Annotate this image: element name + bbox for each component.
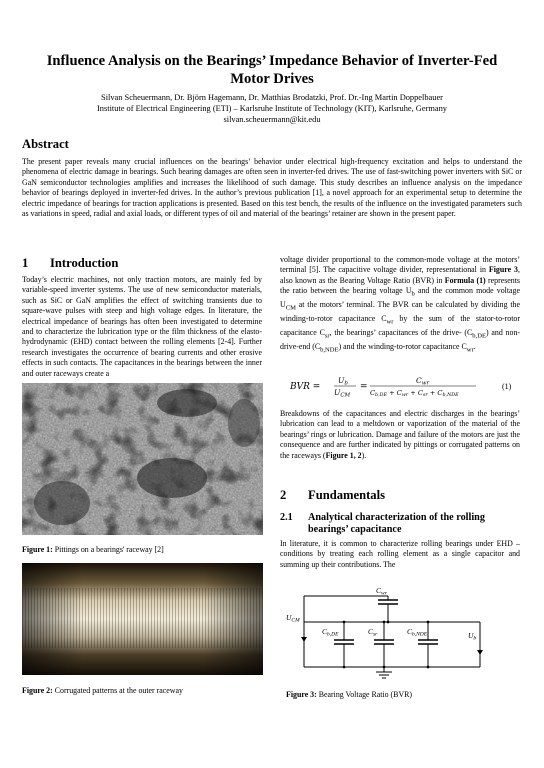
figure-3-circuit <box>280 582 520 682</box>
pitting-photo <box>22 383 263 535</box>
figure-3-caption <box>286 690 412 699</box>
subscript: wr <box>386 318 394 326</box>
figure-ref: Figure 1, 2 <box>325 450 362 460</box>
ucm-label: $U_{CM}$ <box>286 613 300 624</box>
formula-number: (1) <box>502 382 512 391</box>
author-block <box>30 92 514 125</box>
subscript: b,NDE <box>320 346 339 354</box>
text: at the motors’ terminal. The BVR can be calculated by dividing the winding-to-rotor capacitance C <box>280 300 520 324</box>
subscript: b,DE <box>472 332 486 340</box>
abstract-heading: Abstract <box>22 137 69 151</box>
text: and the common mode voltage U <box>280 286 520 310</box>
subscript: CM <box>285 304 296 312</box>
figure-label: Figure 3: <box>286 690 317 699</box>
text: , the bearings’ capacitances of the drive- (C <box>329 328 473 338</box>
cwr-label: $C_{wr}$ <box>376 586 387 597</box>
text: . <box>473 342 476 352</box>
svg-text:Cb,DE + Cwr + Csr + Cb,NDE: Cb,DE + Cwr + Csr + Cb,NDE <box>370 389 459 398</box>
abstract-text: The present paper reveals many crucial influences on the bearings’ behavior under electrical high-frequency excitation and helps to understand the phenomena of electric damage in bearings. Such bearing damages are often seen in inverter-fed drives. The use of fast-switching power inverters with SiC or GaN semiconductor technologies amplifies and increases the likelihood of such damage. This study describes an influence analysis on the impedance behavior of bearings deployed in inverter-fed drives. In the author’s previous publication [1], a novel approach for an experimental setup to determine the electric impedance of bearings for traction applications is presented. Based on this test bench, the results of the influence on the investigated parameters such as variations in speed, radial and axial loads, or different types of oil and material of the bearings’ retainer are shown in the present paper. <box>22 157 522 219</box>
text: ) and non-drive-end (C <box>280 328 521 352</box>
text: by the sum of the stator-to-rotor capacitance C <box>280 314 520 338</box>
figure-ref: Figure 3 <box>488 265 519 275</box>
subsection-number: 2.1 <box>280 512 293 523</box>
author-list: Silvan Scheuermann, Dr. Björn Hagemann, Dr. Matthias Brodatzki, Prof. Dr.-Ing Martin Doppelbauer <box>101 93 443 102</box>
figure-label: Figure 2: <box>22 686 53 695</box>
caption-text: Pittings on a bearings' raceway [2] <box>54 545 164 554</box>
introduction-text: Today’s electric machines, not only traction motors, are mainly fed by variable-speed inverter systems. The use of new semiconductor materials, such as SiC or GaN amplifies the effect of switching transients due to square-wave pulses with steep and high voltage edges. In literature, the electrical impedance of bearings has often been investigated to determine and to characterize the lubrication type or the film thickness of the elasto-hydrodynamic (EHD) contact between the rolling elements [2-4]. Further research investigates the occurrence of bearing currents and other erosive effects in such contacts. The capacitances in the bearings between the inner and outer raceways create a <box>22 275 262 378</box>
text: ) and the winding-to-rotor capacitance C <box>338 342 467 352</box>
csr-label: $C_{sr}$ <box>368 627 378 638</box>
bvr-circuit-diagram <box>280 582 520 682</box>
email: silvan.scheuermann@kit.edu <box>223 115 321 124</box>
formula-1 <box>290 374 520 398</box>
ub-label: $U_b$ <box>468 631 477 642</box>
section-number: 1 <box>22 256 29 270</box>
subscript: b <box>411 290 415 298</box>
section-heading-introduction <box>22 256 118 271</box>
text: ). <box>361 450 367 460</box>
text: represents the ratio between the bearing voltage U <box>280 275 520 296</box>
figure-1-image <box>22 383 263 535</box>
figure-label: Figure 1: <box>22 545 53 554</box>
caption-text: Bearing Voltage Ratio (BVR) <box>318 690 413 699</box>
caption-text: Corrugated patterns at the outer raceway <box>54 686 183 695</box>
section-number: 2 <box>280 488 287 502</box>
affiliation: Institute of Electrical Engineering (ETI) – Karlsruhe Institute of Technology (KIT), Karlsruhe, Germany <box>97 104 447 113</box>
svg-text:BVR =: BVR = <box>290 382 321 392</box>
svg-text:=: = <box>360 382 368 392</box>
subsection-2-1-text: In literature, it is common to characterize rolling bearings under EHD – conditions by treating each rolling element as a single capacitor and summing up their contributions. The <box>280 539 520 569</box>
subscript: wr <box>466 346 474 354</box>
figure-2-image <box>22 563 263 675</box>
section-heading-fundamentals <box>280 488 385 503</box>
text: Breakdowns of the capacitances and electric discharges in the bearings’ lubrication can lead to a meltdown or vaporization of the material of the bearings’ rings or lubrication. Damage and failure of the motors are just the consequence and are further indicated by pittings or corrugated patterns on the raceways ( <box>280 409 520 460</box>
cbde-label: $C_{b,DE}$ <box>322 627 339 638</box>
figure-1-caption <box>22 545 164 554</box>
subsection-heading-2-1 <box>280 512 518 536</box>
text: , also known as the Bearing Voltage Ratio (BVR) in <box>280 265 520 285</box>
bvr-paragraph <box>280 255 520 356</box>
cbnde-label: $C_{b,NDE}$ <box>407 627 428 638</box>
svg-text:Ub: $U_b$ <box>338 376 348 387</box>
text: voltage divider proportional to the common-mode voltage at the motors’ terminal [5]. The capacitive voltage divider, representational in <box>280 255 520 275</box>
breakdown-paragraph <box>280 409 520 461</box>
svg-text:Cwr: $C_{wr}$ <box>416 376 430 387</box>
corrugation-photo <box>22 563 263 675</box>
formula-ref: Formula (1) <box>444 275 486 285</box>
section-title: Introduction <box>50 256 119 270</box>
subscript: sr <box>324 332 330 340</box>
bvr-formula <box>290 374 520 398</box>
paper-title: Influence Analysis on the Bearings’ Impedance Behavior of Inverter-Fed Motor Drives <box>46 53 498 87</box>
svg-text:UCM: $U_{CM}$ <box>334 388 351 398</box>
figure-2-caption <box>22 686 183 695</box>
subsection-title: Analytical characterization of the rolling bearings’ capacitance <box>308 512 485 535</box>
section-title: Fundamentals <box>308 488 385 502</box>
